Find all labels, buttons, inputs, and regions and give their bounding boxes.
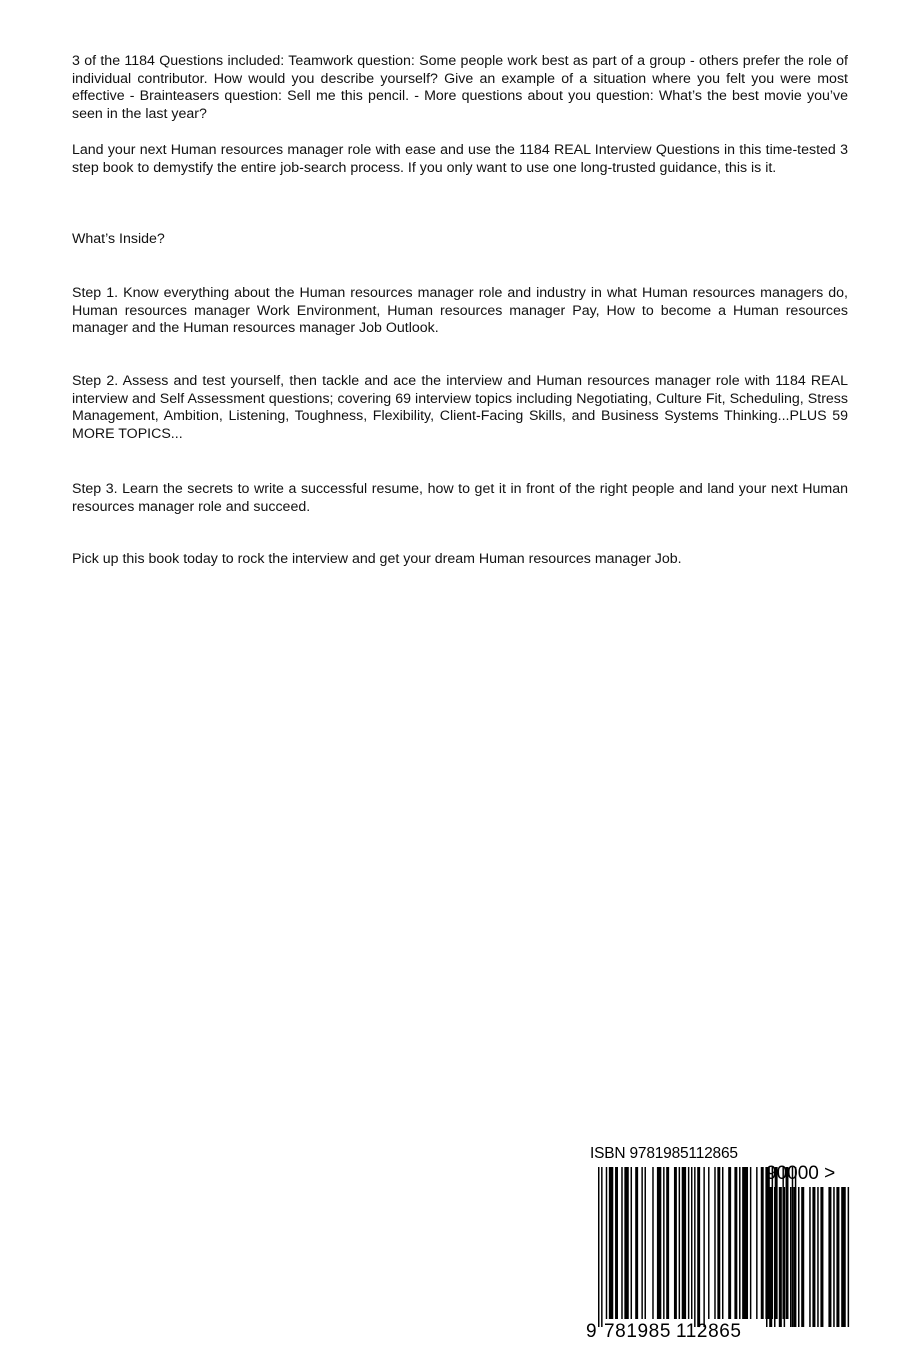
barcode-bar: [728, 1167, 731, 1319]
step-1-paragraph: Step 1. Know everything about the Human resources manager role and industry in what Human resources managers do, Human resources manager Work Environment, Human resources manager Pay, How to become a Human resources manager and the Human resources manager Job Outlook.: [72, 285, 848, 337]
barcode-bar: [756, 1167, 757, 1319]
barcode-bar: [601, 1167, 602, 1327]
addon-bar: [809, 1187, 811, 1327]
barcode-bar: [674, 1167, 677, 1319]
intro-paragraph: 3 of the 1184 Questions included: Teamwork question: Some people work best as part of a group - others prefer the role of individual contributor. How would you describe yourself? Give an example of a situation where you felt you were most effective - Brainteasers question: Sell me this pencil. - More questions about you question: What’s the best movie you’ve seen in the last year?: [72, 53, 848, 122]
barcode-bar: [621, 1167, 622, 1319]
barcode-digit-first: 9: [586, 1321, 597, 1342]
barcode-bar: [691, 1167, 692, 1319]
barcode-bar: [663, 1167, 664, 1319]
barcode-bar: [615, 1167, 618, 1319]
barcode-bar: [717, 1167, 720, 1319]
barcode-bar: [652, 1167, 653, 1319]
barcode-bar: [657, 1167, 661, 1319]
addon-bar: [841, 1187, 846, 1327]
barcode-bar: [645, 1167, 646, 1319]
barcode-bar: [722, 1167, 723, 1319]
barcode-bar: [786, 1167, 789, 1319]
addon-bar: [801, 1187, 804, 1327]
barcode-bar: [606, 1167, 607, 1319]
barcode-bar: [666, 1167, 669, 1319]
step-2-paragraph: Step 2. Assess and test yourself, then tackle and ace the interview and Human resources manager role with 1184 REAL interview and Self Assessment questions; covering 69 interview topics including Negotiating, Culture Fit, Scheduling, Stress Management, Ambition, Listening, Toughness, Flexibility, Client-Facing Skills, and Business Systems Thinking...PLUS 59 MORE TOPICS...: [72, 373, 848, 442]
addon-bar: [779, 1187, 782, 1327]
addon-bar: [774, 1187, 776, 1327]
barcode-bar: [697, 1167, 700, 1327]
barcode-bar: [679, 1167, 680, 1319]
addon-bar: [784, 1187, 786, 1327]
barcode-bar: [739, 1167, 740, 1319]
barcode-bar: [641, 1167, 642, 1319]
addon-bar: [798, 1187, 800, 1327]
whats-inside-heading: What’s Inside?: [72, 231, 165, 247]
step-3-paragraph: Step 3. Learn the secrets to write a successful resume, how to get it in front of the right people and land your next Human resources manager role and succeed.: [72, 481, 848, 515]
addon-bar: [833, 1187, 835, 1327]
addon-bar: [817, 1187, 819, 1327]
land-role-paragraph: Land your next Human resources manager role with ease and use the 1184 REAL Interview Questions in this time-tested 3 step book to demystify the entire job-search process. If you only want to use one long-trusted guidance, this is it.: [72, 142, 848, 176]
addon-bar: [828, 1187, 831, 1327]
price-addon-bars: [766, 1187, 849, 1327]
pickup-paragraph: Pick up this book today to rock the interview and get your dream Human resources manager Job.: [72, 551, 682, 567]
addon-bar: [836, 1187, 839, 1327]
barcode-bar: [792, 1167, 793, 1327]
addon-bar: [766, 1187, 768, 1327]
addon-bar: [769, 1187, 772, 1327]
barcode-bar: [635, 1167, 638, 1319]
barcode-bar: [708, 1167, 709, 1319]
barcode-bar: [734, 1167, 737, 1319]
barcode-bar: [682, 1167, 686, 1319]
barcode-bar: [688, 1167, 689, 1319]
barcode-digit-group-2: 112865: [676, 1321, 742, 1342]
barcode-bar: [703, 1167, 704, 1327]
addon-bar: [848, 1187, 850, 1327]
addon-bar: [812, 1187, 815, 1327]
barcode-bar: [742, 1167, 748, 1319]
barcode-bar: [598, 1167, 599, 1327]
barcode-bar: [694, 1167, 695, 1327]
price-code: 90000 >: [766, 1163, 836, 1184]
barcode-bar: [714, 1167, 715, 1319]
barcode-bar: [624, 1167, 628, 1319]
barcode-bar: [761, 1167, 764, 1319]
barcode-bar: [750, 1167, 751, 1319]
isbn-barcode: [584, 1145, 869, 1345]
isbn-label: ISBN 9781985112865: [590, 1145, 738, 1162]
addon-bar: [820, 1187, 823, 1327]
addon-bar: [793, 1187, 796, 1327]
barcode-bar: [609, 1167, 613, 1319]
addon-bar: [790, 1187, 792, 1327]
barcode-digit-group-1: 781985: [604, 1321, 672, 1342]
barcode-bar: [631, 1167, 632, 1319]
